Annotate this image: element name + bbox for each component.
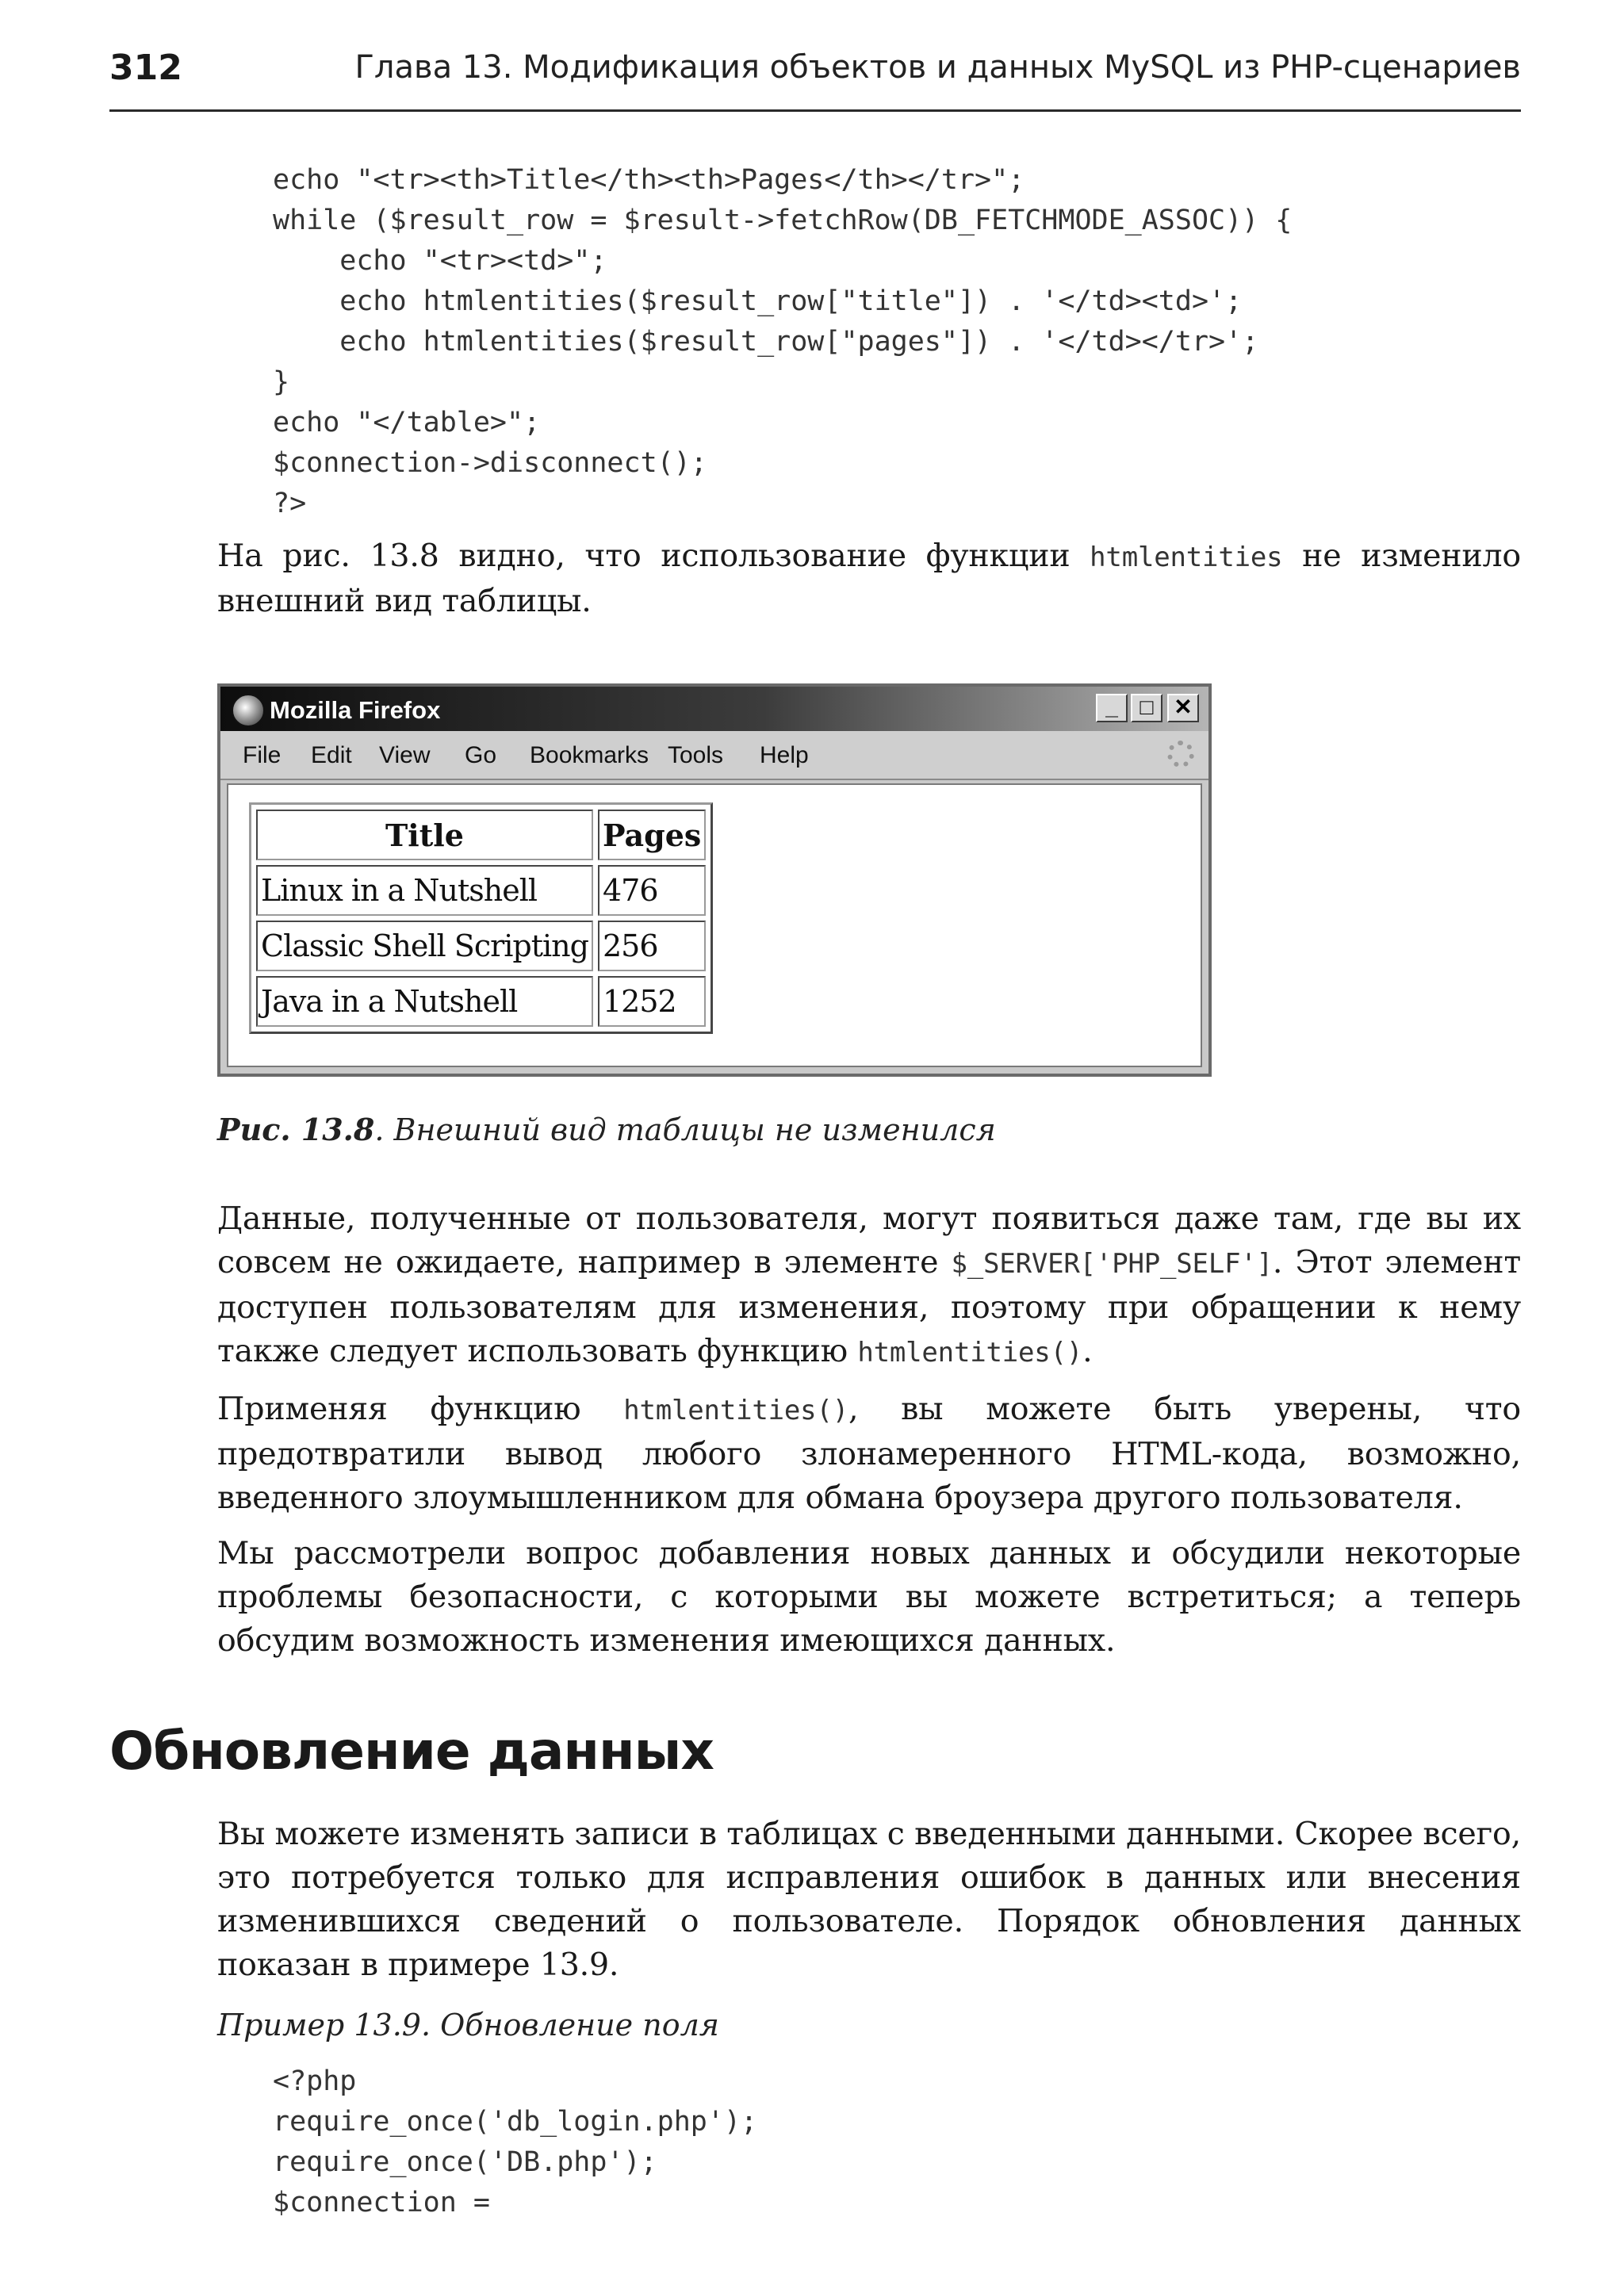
text-run: не изменило внешний вид таблицы.	[217, 538, 1522, 619]
text-run: Данные, полученные от пользователя, могут появиться даже там, где вы их совсем не ожидаете, например в элементе	[217, 1200, 1521, 1281]
page-number: 312	[109, 48, 182, 88]
caption-text: . Внешний вид таблицы не изменился	[374, 1112, 996, 1147]
paragraph	[217, 1388, 1521, 1520]
column-header-title: Title	[256, 810, 593, 860]
code-line: }	[273, 366, 290, 398]
text-run: Применяя функцию	[217, 1391, 624, 1427]
table-row	[256, 865, 706, 916]
menu-bar	[220, 731, 1208, 780]
cell-title: Linux in a Nutshell	[256, 865, 593, 916]
menu-view[interactable]: View	[379, 742, 431, 768]
code-line: require_once('DB.php');	[273, 2146, 657, 2178]
inline-code: $_SERVER['PHP_SELF']	[951, 1248, 1273, 1280]
table-header-row	[256, 810, 706, 860]
running-head: Глава 13. Модификация объектов и данных MySQL из PHP-сценариев	[354, 49, 1521, 86]
code-line: ?>	[273, 488, 307, 519]
code-line: require_once('db_login.php');	[273, 2106, 758, 2138]
code-listing-top	[273, 160, 1292, 524]
code-line: <?php	[273, 2065, 357, 2097]
menu-tools[interactable]: Tools	[668, 742, 724, 768]
cell-pages: 1252	[598, 976, 706, 1027]
code-line: echo htmlentities($result_row["title"]) . '</td><td>';	[273, 285, 1243, 317]
window-title: Mozilla Firefox	[270, 696, 441, 724]
paragraph	[217, 534, 1521, 623]
paragraph: Мы рассмотрели вопрос добавления новых данных и обсудили некоторые проблемы безопасности, с которыми вы можете встретиться; а теперь обсудим возможность изменения имеющихся данных.	[217, 1535, 1521, 1659]
code-line: echo "</table>";	[273, 407, 541, 438]
code-line: echo htmlentities($result_row["pages"]) . '</td></tr>';	[273, 326, 1259, 358]
text-run: .	[1082, 1333, 1093, 1369]
table-row	[256, 921, 706, 971]
menu-help[interactable]: Help	[760, 742, 809, 768]
menu-go[interactable]: Go	[465, 742, 497, 768]
text-run: На рис. 13.8 видно, что использование функции	[217, 538, 1090, 574]
firefox-logo-icon	[232, 694, 265, 727]
cell-title: Java in a Nutshell	[256, 976, 593, 1027]
cell-pages: 476	[598, 865, 706, 916]
paragraph	[217, 1197, 1521, 1375]
menu-file[interactable]: File	[243, 742, 282, 768]
code-line: echo "<tr><td>";	[273, 245, 607, 277]
code-line: echo "<tr><th>Title</th><th>Pages</th></tr>";	[273, 164, 1025, 196]
code-line: $connection =	[273, 2187, 490, 2218]
caption-label: Рис. 13.8	[217, 1112, 375, 1147]
browser-content-area	[227, 783, 1202, 1067]
paragraph: Вы можете изменять записи в таблицах с введенными данными. Скорее всего, это потребуется только для исправления ошибок в данных или внесения изменившихся сведений о пользователе. Порядок обновления данных показан в примере 13.9.	[217, 1816, 1521, 1983]
page-header	[109, 41, 1521, 112]
menu-edit[interactable]: Edit	[311, 742, 352, 768]
cell-title: Classic Shell Scripting	[256, 921, 593, 971]
menu-bookmarks[interactable]: Bookmarks	[530, 742, 649, 768]
code-listing-bottom	[273, 2062, 757, 2223]
books-table	[249, 802, 713, 1034]
inline-code: htmlentities()	[623, 1395, 848, 1426]
cell-pages: 256	[598, 921, 706, 971]
section-title: Обновление данных	[109, 1721, 714, 1782]
text-run: . Этот элемент доступен пользователям для изменения, поэтому при обращении к нему также следует использовать функцию	[217, 1244, 1521, 1369]
throbber-icon	[1167, 741, 1194, 768]
minimize-button[interactable]: _	[1096, 694, 1128, 722]
window-titlebar	[220, 687, 1208, 731]
text-run: , вы можете быть уверены, что предотвратили вывод любого злонамеренного HTML-кода, возможно, введенного злоумышленником для обмана броузера другого пользователя.	[217, 1391, 1521, 1516]
maximize-button[interactable]: □	[1131, 694, 1162, 722]
inline-code: htmlentities()	[857, 1337, 1083, 1369]
browser-window-figure	[217, 683, 1212, 1077]
inline-code: htmlentities	[1090, 542, 1283, 573]
table-row	[256, 976, 706, 1027]
example-caption: Пример 13.9. Обновление поля	[217, 2008, 719, 2042]
close-button[interactable]: ✕	[1167, 694, 1199, 722]
figure-caption	[217, 1112, 996, 1147]
code-line: while ($result_row = $result->fetchRow(DB_FETCHMODE_ASSOC)) {	[273, 205, 1293, 236]
code-line: $connection->disconnect();	[273, 447, 707, 479]
column-header-pages: Pages	[598, 810, 706, 860]
